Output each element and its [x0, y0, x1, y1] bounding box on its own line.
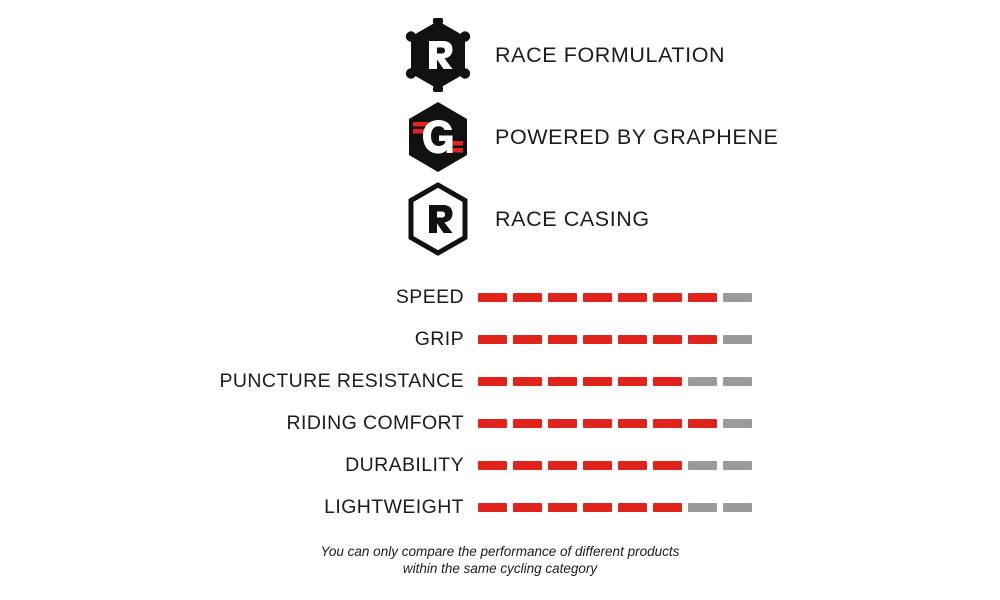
rating-segment-filled — [653, 419, 682, 428]
rating-segment-filled — [583, 461, 612, 470]
rating-segment-filled — [548, 293, 577, 302]
rating-segment-filled — [688, 419, 717, 428]
rating-segment-empty — [688, 377, 717, 386]
rating-segment-filled — [653, 293, 682, 302]
rating-segment-filled — [618, 419, 647, 428]
rating-segment-filled — [688, 293, 717, 302]
rating-label: GRIP — [414, 327, 464, 350]
rating-bars — [478, 335, 752, 344]
footnote-line-2: within the same cycling category — [402, 561, 598, 576]
rating-segment-filled — [653, 377, 682, 386]
rating-segment-filled — [478, 461, 507, 470]
rating-segment-filled — [513, 293, 542, 302]
graphene-hex-icon — [405, 100, 471, 174]
rating-segment-filled — [653, 461, 682, 470]
rating-segment-filled — [478, 503, 507, 512]
feature-label: POWERED BY GRAPHENE — [495, 124, 779, 149]
rating-segment-filled — [583, 503, 612, 512]
feature-row-race-formulation — [0, 14, 1000, 96]
rating-segment-empty — [723, 419, 752, 428]
rating-segment-filled — [688, 335, 717, 344]
rating-segment-empty — [723, 377, 752, 386]
rating-segment-filled — [513, 461, 542, 470]
rating-label: DURABILITY — [345, 453, 464, 476]
rating-row — [0, 360, 1000, 402]
rating-row — [0, 318, 1000, 360]
rating-segment-filled — [548, 503, 577, 512]
performance-ratings-chart — [0, 276, 1000, 528]
rating-segment-filled — [513, 419, 542, 428]
rating-segment-filled — [583, 419, 612, 428]
rating-bars — [478, 461, 752, 470]
rating-segment-filled — [583, 293, 612, 302]
rating-segment-filled — [618, 293, 647, 302]
rating-label: PUNCTURE RESISTANCE — [219, 369, 464, 392]
rating-segment-empty — [688, 503, 717, 512]
feature-label: RACE FORMULATION — [495, 42, 726, 67]
feature-label: RACE CASING — [495, 206, 650, 231]
rating-row — [0, 402, 1000, 444]
rating-row — [0, 486, 1000, 528]
rating-segment-filled — [548, 419, 577, 428]
feature-row-graphene — [0, 96, 1000, 178]
rating-bars — [478, 503, 752, 512]
rating-segment-filled — [548, 335, 577, 344]
rating-segment-filled — [513, 335, 542, 344]
rating-segment-filled — [548, 461, 577, 470]
rating-segment-filled — [513, 503, 542, 512]
rating-segment-filled — [583, 377, 612, 386]
rating-row — [0, 276, 1000, 318]
race-formulation-hex-icon — [405, 18, 471, 92]
rating-segment-filled — [653, 503, 682, 512]
rating-segment-empty — [723, 503, 752, 512]
race-casing-hex-icon — [405, 182, 471, 256]
rating-row — [0, 444, 1000, 486]
rating-segment-filled — [478, 293, 507, 302]
rating-segment-empty — [723, 293, 752, 302]
rating-label: RIDING COMFORT — [286, 411, 464, 434]
rating-segment-empty — [723, 461, 752, 470]
rating-bars — [478, 377, 752, 386]
rating-segment-filled — [583, 335, 612, 344]
footnote — [0, 543, 1000, 577]
feature-row-race-casing — [0, 178, 1000, 260]
rating-segment-filled — [618, 335, 647, 344]
rating-segment-filled — [653, 335, 682, 344]
rating-segment-filled — [618, 461, 647, 470]
rating-label: LIGHTWEIGHT — [324, 495, 464, 518]
rating-segment-filled — [548, 377, 577, 386]
rating-bars — [478, 293, 752, 302]
rating-segment-filled — [478, 335, 507, 344]
footnote-line-1: You can only compare the performance of different products — [320, 544, 680, 559]
rating-segment-filled — [513, 377, 542, 386]
feature-list — [0, 14, 1000, 260]
rating-segment-empty — [688, 461, 717, 470]
rating-bars — [478, 419, 752, 428]
rating-segment-filled — [618, 377, 647, 386]
rating-segment-empty — [723, 335, 752, 344]
rating-segment-filled — [478, 377, 507, 386]
rating-label: SPEED — [395, 285, 464, 308]
rating-segment-filled — [478, 419, 507, 428]
rating-segment-filled — [618, 503, 647, 512]
